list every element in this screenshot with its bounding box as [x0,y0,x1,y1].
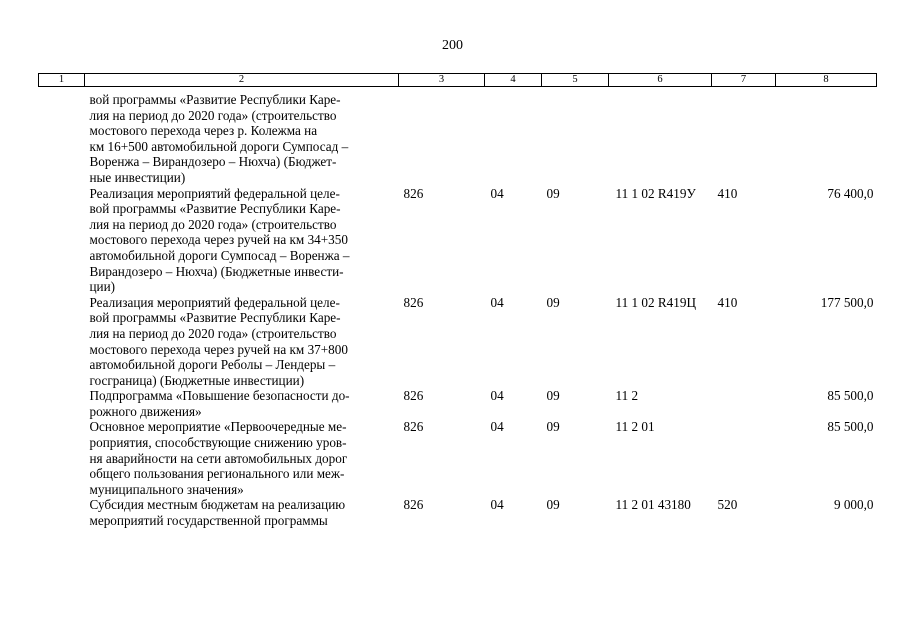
description-cell [85,497,399,528]
description-line: мостового перехода через ручей на км 37+800 [89,341,348,357]
table-row [39,388,877,419]
row-number-cell [39,497,85,528]
expense-type-cell: 410 [717,294,738,310]
row-number-cell [39,87,85,186]
description-line: муниципального значения» [89,481,244,497]
row-number-cell [39,295,85,389]
amount-cell: 177 500,0 [820,294,874,310]
description-cell [85,388,399,419]
description-line: мостового перехода через р. Колежма на [89,123,318,139]
description-line: ции) [89,279,116,295]
section-code-cell [485,87,542,186]
description-line: роприятия, способствующие снижению уров- [89,435,347,451]
table-row [39,87,877,186]
description-line: вой программы «Развитие Республики Каре- [89,310,341,326]
description-line: рожного движения» [89,403,202,419]
section-code-cell: 04 [490,419,504,435]
budget-table-body [39,87,877,529]
row-number-cell [39,388,85,419]
ministry-code-cell: 826 [403,419,424,435]
target-article-cell: 11 1 02 R419У [615,185,696,201]
description-line: Вирандозеро – Нюхча) (Бюджетные инвести- [89,263,344,279]
expense-type-cell: 520 [717,497,738,513]
subsection-code-cell: 09 [546,294,560,310]
subsection-code-cell: 09 [546,388,560,404]
subsection-code-cell: 09 [546,419,560,435]
description-line: вой программы «Развитие Республики Каре- [89,201,341,217]
column-header-1: 1 [39,74,85,87]
column-header-7: 7 [712,74,776,87]
amount-cell: 9 000,0 [833,497,874,513]
table-row [39,186,877,295]
ministry-code-cell: 826 [403,388,424,404]
column-header-8: 8 [776,74,877,87]
header-row [39,74,877,87]
description-line: ные инвестиции) [89,169,186,185]
description-line: вой программы «Развитие Республики Каре- [89,92,341,107]
budget-table [38,73,877,529]
target-article-cell [609,87,712,186]
column-number-header [39,74,877,87]
table-row [39,295,877,389]
description-line: лия на период до 2020 года» (строительство [89,216,337,232]
ministry-code-cell [399,87,485,186]
description-line: мостового перехода через ручей на км 34+350 [89,232,348,248]
page-number: 200 [442,38,463,53]
amount-cell: 85 500,0 [827,419,874,435]
description-line: ня аварийности на сети автомобильных дорог [89,450,348,466]
ministry-code-cell: 826 [403,294,424,310]
description-line: автомобильной дороги Реболы – Лендеры – [89,357,336,373]
description-cell [85,186,399,295]
section-code-cell: 04 [490,388,504,404]
expense-type-cell [712,419,776,497]
column-header-3: 3 [399,74,485,87]
ministry-code-cell: 826 [403,497,424,513]
subsection-code-cell: 09 [546,185,560,201]
expense-type-cell: 410 [717,185,738,201]
amount-cell [776,87,877,186]
subsection-code-cell [542,87,609,186]
target-article-cell: 11 2 [615,388,639,404]
column-header-2: 2 [85,74,399,87]
target-article-cell: 11 2 01 43180 [615,497,691,513]
column-header-6: 6 [609,74,712,87]
description-cell [85,87,399,186]
row-number-cell [39,419,85,497]
section-code-cell: 04 [490,294,504,310]
expense-type-cell [712,87,776,186]
section-code-cell: 04 [490,497,504,513]
section-code-cell: 04 [490,185,504,201]
description-line: Субсидия местным бюджетам на реализацию [89,497,346,513]
description-line: мероприятий государственной программы [89,513,328,529]
table-row [39,497,877,528]
description-line: Реализация мероприятий федеральной целе- [89,294,340,310]
amount-cell: 76 400,0 [827,185,874,201]
ministry-code-cell: 826 [403,185,424,201]
description-line: лия на период до 2020 года» (строительство [89,107,337,123]
target-article-cell: 11 2 01 [615,419,655,435]
description-line: Подпрограмма «Повышение безопасности до- [89,388,350,404]
description-line: общего пользования регионального или меж- [89,466,345,482]
description-line: лия на период до 2020 года» (строительство [89,325,337,341]
amount-cell: 85 500,0 [827,388,874,404]
subsection-code-cell: 09 [546,497,560,513]
description-line: госграница) (Бюджетные инвестиции) [89,372,305,388]
expense-type-cell [712,388,776,419]
row-number-cell [39,186,85,295]
description-line: Основное мероприятие «Первоочередные ме- [89,419,347,435]
description-line: Воренжа – Вирандозеро – Нюхча) (Бюджет- [89,154,337,170]
description-line: км 16+500 автомобильной дороги Сумпосад – [89,138,349,154]
target-article-cell: 11 1 02 R419Ц [615,294,696,310]
description-line: автомобильной дороги Сумпосад – Воренжа – [89,247,350,263]
description-cell [85,419,399,497]
table-row [39,419,877,497]
column-header-4: 4 [485,74,542,87]
column-header-5: 5 [542,74,609,87]
description-cell [85,295,399,389]
description-line: Реализация мероприятий федеральной целе- [89,185,340,201]
